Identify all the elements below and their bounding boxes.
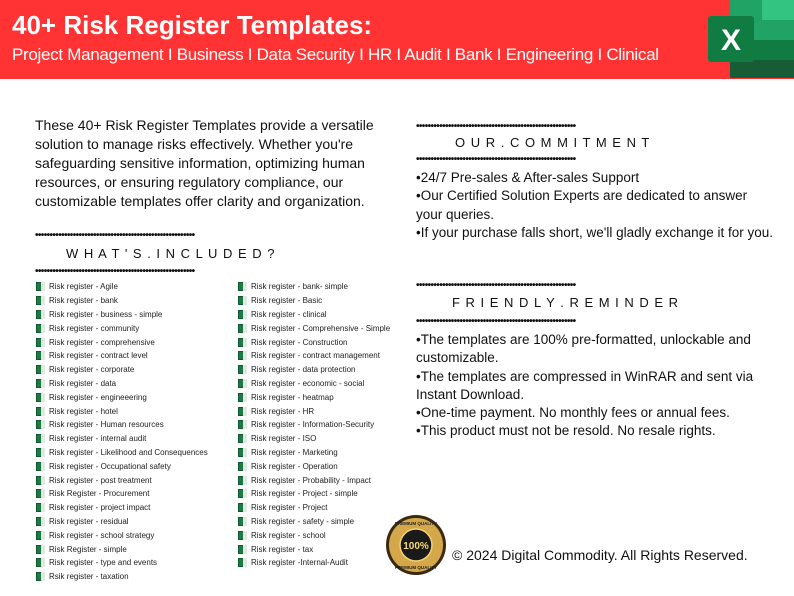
whats-included-heading: W H A T ' S . I N C L U D E D ? — [66, 246, 276, 261]
file-list-item — [36, 459, 234, 473]
file-name: Risk register - economic - social — [251, 378, 365, 388]
excel-file-icon — [36, 393, 45, 402]
excel-file-icon — [36, 324, 45, 333]
file-name: Risk register - school strategy — [49, 530, 155, 540]
divider: ••••••••••••••••••••••••••••••••••••••••••••••••••••••• — [416, 280, 576, 291]
file-name: Risk register - business - simple — [49, 309, 163, 319]
excel-file-icon — [36, 296, 45, 305]
commitment-item: •If your purchase falls short, we'll gladly exchange it for you. — [416, 224, 773, 240]
file-name: Risk register -Internal-Audit — [251, 558, 348, 568]
excel-file-icon — [238, 379, 247, 388]
excel-file-icon — [36, 517, 45, 526]
excel-file-icon — [36, 407, 45, 416]
excel-file-icon — [36, 558, 45, 567]
file-list-item — [36, 308, 234, 322]
file-name: Risk register - clinical — [251, 309, 327, 319]
file-list-item — [36, 446, 234, 460]
excel-file-icon — [238, 503, 247, 512]
file-list-item — [36, 528, 234, 542]
commitment-heading: O U R . C O M M I T M E N T — [455, 135, 651, 150]
divider: ••••••••••••••••••••••••••••••••••••••••••••••••••••••• — [35, 266, 195, 277]
file-list-item — [238, 446, 414, 460]
excel-file-icon — [238, 517, 247, 526]
file-name: Risk register - contract management — [251, 351, 380, 361]
file-name: Risk register - Human resources — [49, 420, 164, 430]
file-name: Risk register - HR — [251, 406, 315, 416]
excel-file-icon — [238, 558, 247, 567]
file-name: Risk register - comprehensive — [49, 337, 155, 347]
file-list-item — [238, 308, 414, 322]
file-list-item — [36, 377, 234, 391]
excel-file-icon — [238, 476, 247, 485]
file-name: Risk Register - simple — [49, 544, 127, 554]
file-name: Risk register - Occupational safety — [49, 461, 171, 471]
excel-logo-icon — [706, 0, 794, 78]
excel-file-icon — [36, 282, 45, 291]
commitment-item: •24/7 Pre-sales & After-sales Support — [416, 170, 640, 185]
copyright-text: © 2024 Digital Commodity. All Rights Reserved. — [452, 547, 748, 563]
reminder-item: •The templates are 100% pre-formatted, unlockable and customizable. — [416, 332, 751, 366]
file-name: Risk register - hotel — [49, 406, 118, 416]
file-list-item — [238, 335, 414, 349]
excel-file-icon — [36, 503, 45, 512]
file-list-item — [238, 390, 414, 404]
file-name: Risk register - internal audit — [49, 434, 147, 444]
divider: ••••••••••••••••••••••••••••••••••••••••••••••••••••••• — [35, 230, 195, 241]
excel-file-icon — [36, 434, 45, 443]
excel-file-icon — [238, 282, 247, 291]
excel-file-icon — [36, 489, 45, 498]
excel-file-icon — [238, 338, 247, 347]
intro-text: These 40+ Risk Register Templates provide a versatile solution to manage risks effectively. Whether you're safeguarding sensitive information, optimizing human resources, or ensuring regulatory compliance, our customizable templates offer clarity and organization. — [35, 117, 374, 209]
file-list-item — [238, 418, 414, 432]
file-name: Risk register - bank- simple — [251, 282, 348, 292]
excel-file-icon — [36, 462, 45, 471]
file-name: Risk register - tax — [251, 544, 314, 554]
file-list-item — [36, 570, 234, 584]
file-list-item — [238, 363, 414, 377]
excel-file-icon — [36, 531, 45, 540]
excel-file-icon — [238, 434, 247, 443]
excel-file-icon — [238, 462, 247, 471]
file-name: Risk register - community — [49, 323, 140, 333]
excel-file-icon — [238, 489, 247, 498]
file-name: Risk register - safety - simple — [251, 516, 355, 526]
file-list-item — [36, 473, 234, 487]
excel-file-icon — [238, 545, 247, 554]
file-list-item — [238, 473, 414, 487]
file-name: Risk register - type and events — [49, 558, 158, 568]
divider: ••••••••••••••••••••••••••••••••••••••••••••••••••••••• — [416, 154, 576, 165]
file-list-item — [238, 280, 414, 294]
divider: ••••••••••••••••••••••••••••••••••••••••••••••••••••••• — [416, 316, 576, 327]
svg-text:100%: 100% — [403, 541, 429, 552]
file-name: Risk register - Project - simple — [251, 489, 358, 499]
excel-file-icon — [36, 448, 45, 457]
file-list-item — [36, 294, 234, 308]
file-list-item — [36, 363, 234, 377]
svg-text:X: X — [720, 24, 742, 57]
excel-file-icon — [238, 448, 247, 457]
file-list-item — [36, 349, 234, 363]
file-list-item — [36, 556, 234, 570]
svg-text:PREMIUM QUALITY: PREMIUM QUALITY — [394, 521, 438, 526]
file-name: Risk register - Marketing — [251, 447, 338, 457]
file-list-item — [36, 432, 234, 446]
excel-file-icon — [36, 310, 45, 319]
file-name: Risk register - data protection — [251, 365, 356, 375]
file-list-item — [238, 294, 414, 308]
file-name: Risk register - Operation — [251, 461, 338, 471]
reminder-item: •One-time payment. No monthly fees or annual fees. — [416, 405, 730, 421]
excel-file-icon — [36, 572, 45, 581]
reminder-item: •The templates are compressed in WinRAR and sent via Instant Download. — [416, 368, 754, 402]
file-name: Risk register - heatmap — [251, 392, 334, 402]
file-name: Risk Register - Procurement — [49, 489, 150, 499]
file-list-item — [238, 377, 414, 391]
file-name: Risk register - Probability - Impact — [251, 475, 372, 485]
file-list-item — [36, 542, 234, 556]
commitment-item: •Our Certified Solution Experts are dedicated to answer your queries. — [416, 188, 748, 222]
file-list-item — [238, 459, 414, 473]
file-list-item — [36, 487, 234, 501]
excel-file-icon — [238, 296, 247, 305]
header-banner — [0, 0, 794, 79]
commitment-list — [416, 169, 776, 242]
file-list-item — [36, 335, 234, 349]
file-list-item — [36, 515, 234, 529]
svg-text:PREMIUM QUALITY: PREMIUM QUALITY — [394, 565, 438, 570]
excel-file-icon — [238, 351, 247, 360]
file-name: Rsik register - taxation — [49, 572, 129, 582]
file-name: Risk register - data — [49, 378, 117, 388]
file-list-item — [36, 418, 234, 432]
excel-file-icon — [238, 393, 247, 402]
file-name: Risk register - Construction — [251, 337, 348, 347]
file-list-item — [238, 404, 414, 418]
file-name: Risk register - school — [251, 530, 326, 540]
excel-file-icon — [238, 407, 247, 416]
file-name: Risk register - Comprehensive - Simple — [251, 323, 391, 333]
file-name: Risk register - project impact — [49, 503, 151, 513]
reminder-list — [416, 331, 776, 441]
premium-quality-seal-icon — [385, 514, 447, 576]
file-list-item — [36, 404, 234, 418]
file-name: Risk register - Likelihood and Consequences — [49, 447, 208, 457]
file-name: Risk register - Agile — [49, 282, 118, 292]
page-title: 40+ Risk Register Templates: — [12, 10, 373, 40]
file-list-item — [238, 501, 414, 515]
file-name: Risk register - post treatment — [49, 475, 152, 485]
excel-file-icon — [36, 365, 45, 374]
file-name: Risk register - ISO — [251, 434, 317, 444]
excel-file-icon — [238, 310, 247, 319]
excel-file-icon — [238, 365, 247, 374]
excel-file-icon — [36, 351, 45, 360]
file-list-item — [238, 321, 414, 335]
divider: ••••••••••••••••••••••••••••••••••••••••••••••••••••••• — [416, 121, 576, 132]
file-list-item — [36, 321, 234, 335]
file-name: Risk register - corporate — [49, 365, 135, 375]
file-list-item — [238, 487, 414, 501]
file-name: Risk register - engineeering — [49, 392, 147, 402]
file-name: Risk register - Information-Security — [251, 420, 375, 430]
excel-file-icon — [36, 338, 45, 347]
excel-file-icon — [238, 531, 247, 540]
file-list-item — [238, 349, 414, 363]
file-list-item — [36, 501, 234, 515]
file-list-item — [36, 390, 234, 404]
file-name: Risk register - contract level — [49, 351, 148, 361]
page-subtitle: Project Management I Business I Data Security I HR I Audit I Bank I Engineering I Clinical — [12, 45, 659, 64]
reminder-item: •This product must not be resold. No resale rights. — [416, 423, 716, 439]
file-list-item — [238, 432, 414, 446]
file-name: Risk register - Basic — [251, 296, 323, 306]
file-list-left — [36, 280, 234, 584]
file-name: Risk register - bank — [49, 296, 118, 306]
excel-file-icon — [36, 420, 45, 429]
excel-file-icon — [36, 476, 45, 485]
file-name: Risk register - residual — [49, 516, 129, 526]
reminder-heading: F R I E N D L Y . R E M I N D E R — [452, 295, 680, 310]
excel-file-icon — [238, 324, 247, 333]
excel-file-icon — [36, 545, 45, 554]
file-name: Risk register - Project — [251, 503, 328, 513]
excel-file-icon — [238, 420, 247, 429]
file-list-item — [36, 280, 234, 294]
excel-file-icon — [36, 379, 45, 388]
